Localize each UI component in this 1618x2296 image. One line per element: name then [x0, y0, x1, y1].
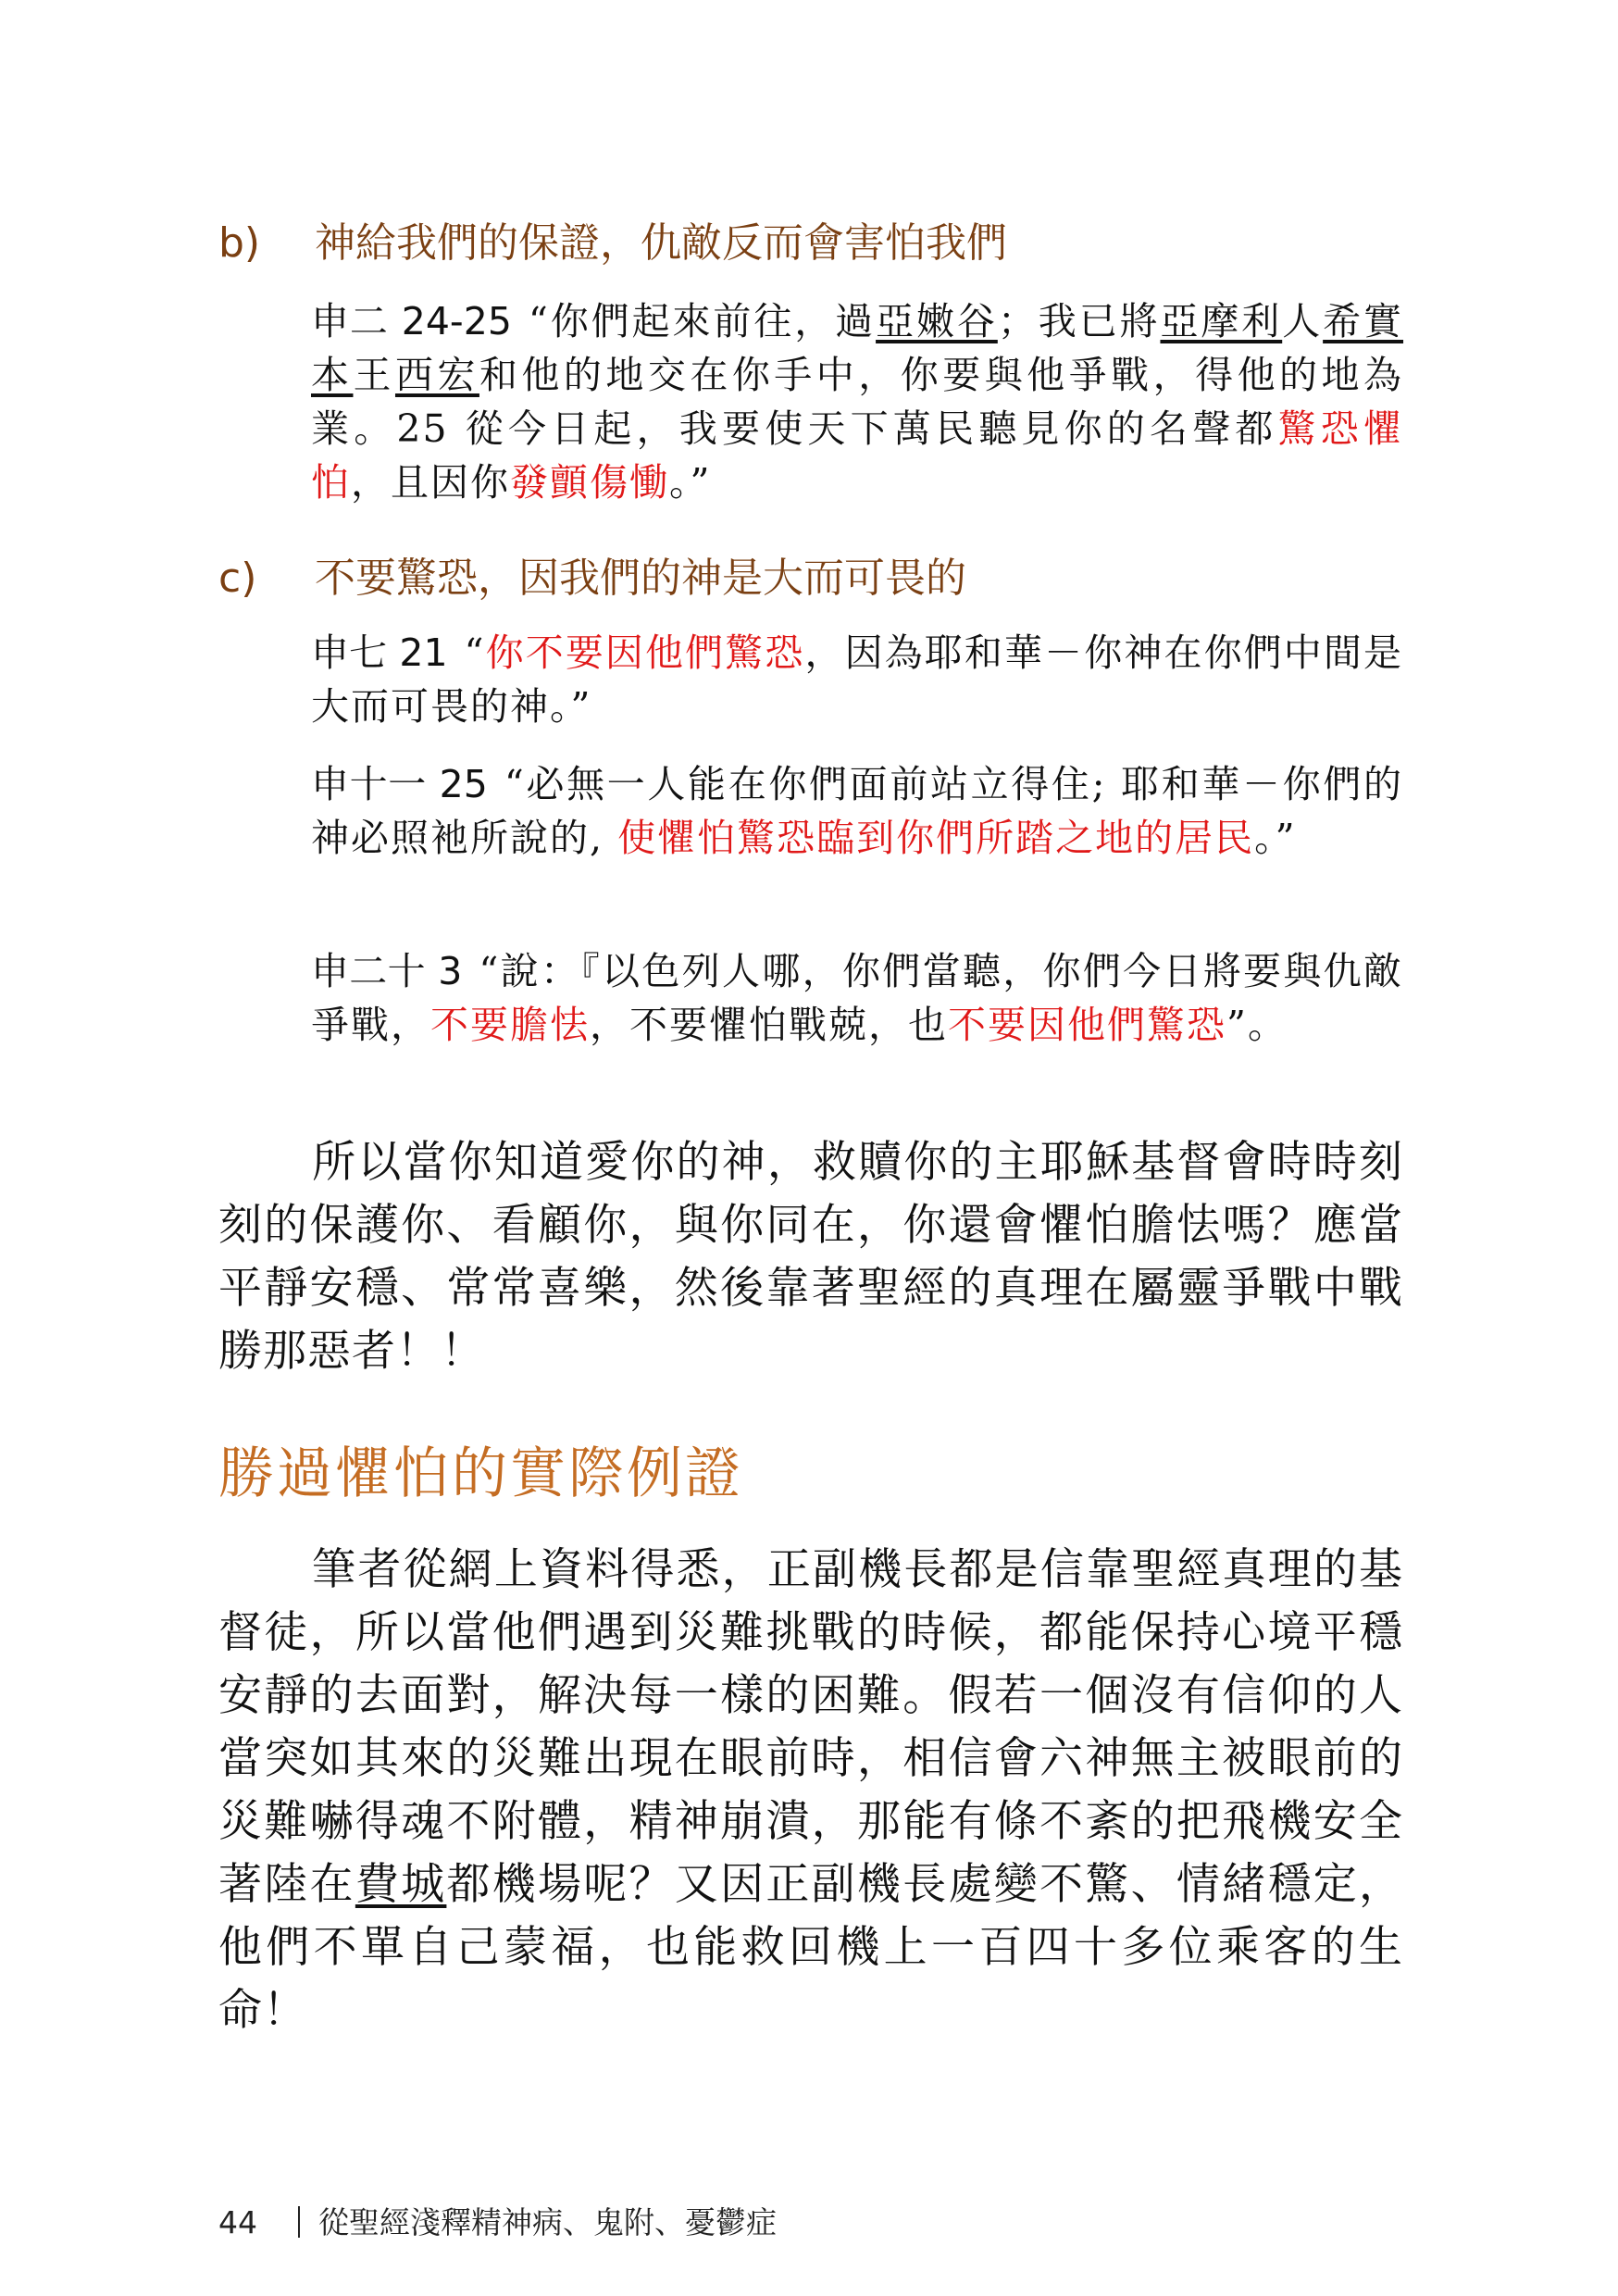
- paragraph-conclusion: [218, 1131, 1403, 1383]
- highlighted-text: 不要膽怯: [430, 1003, 590, 1047]
- highlighted-text: 發顫傷慟: [510, 460, 669, 505]
- verse-text: 和他的地交在你手中，你要與他爭戰，得他的地為業。25 從今日起，我要使天下萬民聽見你的名聲都: [311, 353, 1404, 451]
- verse-deut-2-24: [311, 294, 1403, 509]
- heading-c-label: c): [218, 555, 257, 602]
- verse-deut-11-25: [311, 757, 1403, 865]
- footer-divider: [298, 2206, 300, 2238]
- verse-text: ，且因你: [351, 460, 510, 505]
- heading-c-text: 不要驚恐，因我們的神是大而可畏的: [315, 555, 966, 602]
- page-number: 44: [218, 2204, 257, 2240]
- verse-text: “說：『以色列人哪，你們當聽，你們今日將要與仇敵爭戰，: [311, 949, 1403, 1047]
- book-title: 從聖經淺釋精神病、鬼附、憂鬱症: [318, 2204, 777, 2240]
- paragraph-text: 所以當你知道愛你的神，救贖你的主耶穌基督會時時刻刻的保護你、看顧你，與你同在，你還會懼怕膽怯嗎？應當平靜安穩、常常喜樂，然後靠著聖經的真理在屬靈爭戰中戰勝那惡者！！: [218, 1137, 1403, 1377]
- verse-deut-20-3: [311, 944, 1403, 1052]
- paragraph-text: 筆者從網上資料得悉，正副機長都是信靠聖經真理的基督徒，所以當他們遇到災難挑戰的時候，都能保持心境平穩安靜的去面對，解決每一樣的困難。假若一個沒有信仰的人當突如其來的災難出現在眼前時，相信會六神無主被眼前的災難嚇得魂不附體，精神崩潰，那能有條不紊的把飛機安全著陸在: [218, 1544, 1403, 1910]
- verse-reference: 申二 24-25: [311, 299, 512, 343]
- paragraph-example: [218, 1539, 1403, 2042]
- verse-reference: 申十一 25: [311, 762, 488, 806]
- verse-text: “: [464, 630, 486, 675]
- heading-b: [218, 209, 1007, 268]
- highlighted-text: 驚恐懼怕: [311, 406, 1404, 505]
- verse-text: ，不要懼怕戰兢，也: [590, 1003, 948, 1047]
- place-name: 亞嫩谷: [876, 299, 998, 343]
- highlighted-text: 不要因他們驚恐: [948, 1003, 1226, 1047]
- verse-reference: 申二十 3: [311, 949, 463, 993]
- place-name: 亞摩利: [1160, 299, 1283, 343]
- verse-text: 人: [1282, 299, 1324, 343]
- heading-c: [218, 544, 966, 604]
- highlighted-text: 你不要因他們驚恐: [485, 630, 805, 675]
- verse-text: 。”: [1254, 816, 1297, 860]
- verse-text: “你們起來前往，過: [528, 299, 877, 343]
- place-name: 費城: [355, 1859, 447, 1910]
- verse-text: “必無一人能在你們面前站立得住; 耶和華－你們的神必照衪所說的,: [311, 762, 1403, 860]
- highlighted-text: 使懼怕驚恐臨到你們所踏之地的居民: [617, 816, 1255, 860]
- place-name: 希實本: [311, 299, 1404, 397]
- page-footer: [218, 2199, 777, 2242]
- person-name: 西宏: [394, 353, 479, 397]
- verse-text: ”。: [1226, 1003, 1288, 1047]
- verse-text: 。”: [669, 460, 712, 505]
- heading-b-label: b): [218, 219, 261, 267]
- paragraph-text: 都機場呢？又因正副機長處變不驚、情緒穩定，他們不單自己蒙福，也能救回機上一百四十多位乘客的生命！: [218, 1859, 1404, 2036]
- verse-text: 王: [353, 353, 395, 397]
- section-title: 勝過懼怕的實際例證: [218, 1441, 743, 1506]
- heading-b-text: 神給我們的保證，仇敵反而會害怕我們: [315, 219, 1007, 267]
- verse-text: ，因為耶和華－你神在你們中間是大而可畏的神。”: [311, 630, 1403, 729]
- verse-reference: 申七 21: [311, 630, 448, 675]
- verse-text: ；我已將: [997, 299, 1161, 343]
- verse-deut-7-21: [311, 626, 1403, 733]
